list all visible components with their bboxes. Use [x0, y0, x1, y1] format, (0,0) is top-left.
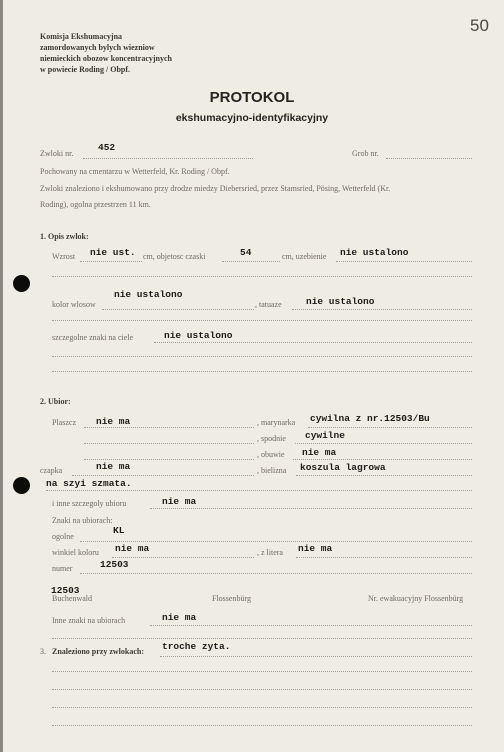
inne-znaki-value: nie ma — [162, 612, 197, 623]
inne-value: nie ma — [162, 496, 197, 507]
zwloki-label: Zwloki nr. — [40, 149, 74, 158]
cm-text: cm, objetosc czaski — [143, 252, 206, 261]
fill-line — [84, 427, 254, 428]
fill-line — [160, 656, 472, 657]
header-line: niemieckich obozow koncentracyjnych — [40, 54, 172, 63]
fill-line — [386, 158, 472, 159]
fill-line — [308, 427, 472, 428]
fill-line — [293, 459, 472, 460]
fill-line — [102, 309, 254, 310]
znaki-ubior-label: Znaki na ubiorach: — [52, 516, 113, 525]
spodnie-value: cywilne — [305, 430, 345, 441]
znaki-label: szczegolne znaki na ciele — [52, 333, 134, 342]
punch-hole — [13, 275, 30, 292]
winkiel-label: winkiel koloru — [52, 548, 99, 557]
fill-line — [222, 261, 280, 262]
fill-line — [52, 356, 472, 357]
grob-label: Grob nr. — [352, 149, 379, 158]
znaki-value: nie ustalono — [164, 330, 233, 341]
camp-buchenwald: Buchenwald — [52, 594, 92, 603]
section-heading: 2. Ubior: — [40, 397, 71, 406]
fill-line — [296, 475, 472, 476]
fill-line — [292, 309, 472, 310]
fill-line — [295, 443, 472, 444]
section-heading: 1. Opis zwlok: — [40, 232, 89, 241]
fill-line — [112, 557, 254, 558]
fill-line — [84, 459, 254, 460]
ogolne-value: KL — [113, 525, 125, 536]
fill-line — [52, 638, 472, 639]
fill-line — [52, 689, 472, 690]
inne-label: i inne szczegoly ubioru — [52, 499, 127, 508]
ogolne-label: ogolne — [52, 532, 74, 541]
obuwie-label: , obuwie — [257, 450, 285, 459]
page-number: 50 — [470, 16, 489, 35]
evacuation-number: Nr. ewakuacyjny Flossenbürg — [368, 594, 464, 603]
section3-value: troche zyta. — [162, 641, 231, 652]
marynarka-label: , marynarka — [257, 418, 296, 427]
fill-line — [336, 261, 472, 262]
fill-line — [84, 443, 254, 444]
fill-line — [72, 475, 254, 476]
czapka-label: czapka — [40, 466, 63, 475]
czapka-value: nie ma — [96, 461, 131, 472]
bielizna-label: , bielizna — [257, 466, 287, 475]
fill-line — [52, 320, 472, 321]
inne-znaki-label: Inne znaki na ubiorach — [52, 616, 126, 625]
fill-line — [52, 671, 472, 672]
fill-line — [46, 490, 472, 491]
buried-text: Pochowany na cmentarzu w Wetterfeld, Kr. Roding / Obpf. — [40, 167, 230, 176]
wzrost-label: Wzrost — [52, 252, 76, 261]
page-title: PROTOKOL — [209, 89, 295, 106]
bielizna-value: koszula lagrowa — [300, 462, 386, 473]
czaszka-value: 54 — [240, 247, 252, 258]
header-line: w powiecie Roding / Obpf. — [40, 65, 131, 74]
bielizna-continuation: na szyi szmata. — [46, 478, 132, 489]
marynarka-value: cywilna z nr.12503/Bu — [310, 413, 430, 424]
litera-value: nie ma — [298, 543, 333, 554]
kolor-value: nie ustalono — [114, 289, 183, 300]
fill-line — [52, 725, 472, 726]
found-text: Zwloki znaleziono i ekshumowano przy drodze miedzy Diebersried, przez Stamsried, Pösing, Wetterfeld (Kr. — [40, 184, 391, 193]
fill-line — [80, 261, 142, 262]
header-line: zamordowanych bylych wiezniow — [40, 43, 155, 52]
fill-line — [52, 707, 472, 708]
tatuaze-value: nie ustalono — [306, 296, 375, 307]
numer-value: 12503 — [100, 559, 129, 570]
fill-line — [154, 342, 472, 343]
obuwie-value: nie ma — [302, 447, 337, 458]
zwloki-value: 452 — [98, 142, 116, 153]
camp-number: 12503 — [51, 585, 80, 596]
spodnie-label: , spodnie — [257, 434, 286, 443]
wzrost-value: nie ust. — [90, 247, 136, 258]
fill-line — [80, 573, 472, 574]
fill-line — [296, 557, 472, 558]
fill-line — [52, 276, 472, 277]
fill-line — [150, 508, 472, 509]
plaszcz-label: Plaszcz — [52, 418, 76, 427]
kolor-label: kolor wlosow — [52, 300, 96, 309]
uzebienie-value: nie ustalono — [340, 247, 409, 258]
winkiel-value: nie ma — [115, 543, 150, 554]
fill-line — [83, 158, 253, 159]
fill-line — [150, 625, 472, 626]
section3-heading: Znaleziono przy zwlokach: — [52, 647, 144, 656]
cm-text: cm, uzebienie — [282, 252, 327, 261]
fill-line — [52, 371, 472, 372]
page-subtitle: ekshumacyjno-identyfikacyjny — [175, 112, 329, 124]
litera-label: , z litera — [257, 548, 283, 557]
found-text: Roding), ogolna przestrzen 11 km. — [40, 200, 151, 209]
header-line: Komisja Ekshumacyjna — [40, 32, 123, 41]
fill-line — [80, 541, 472, 542]
plaszcz-value: nie ma — [96, 416, 131, 427]
tatuaze-label: , tatuaze — [255, 300, 282, 309]
section3-number: 3. — [40, 647, 46, 656]
camp-flossenburg: Flossenbürg — [212, 594, 251, 603]
numer-label: numer — [52, 564, 73, 573]
punch-hole — [13, 477, 30, 494]
